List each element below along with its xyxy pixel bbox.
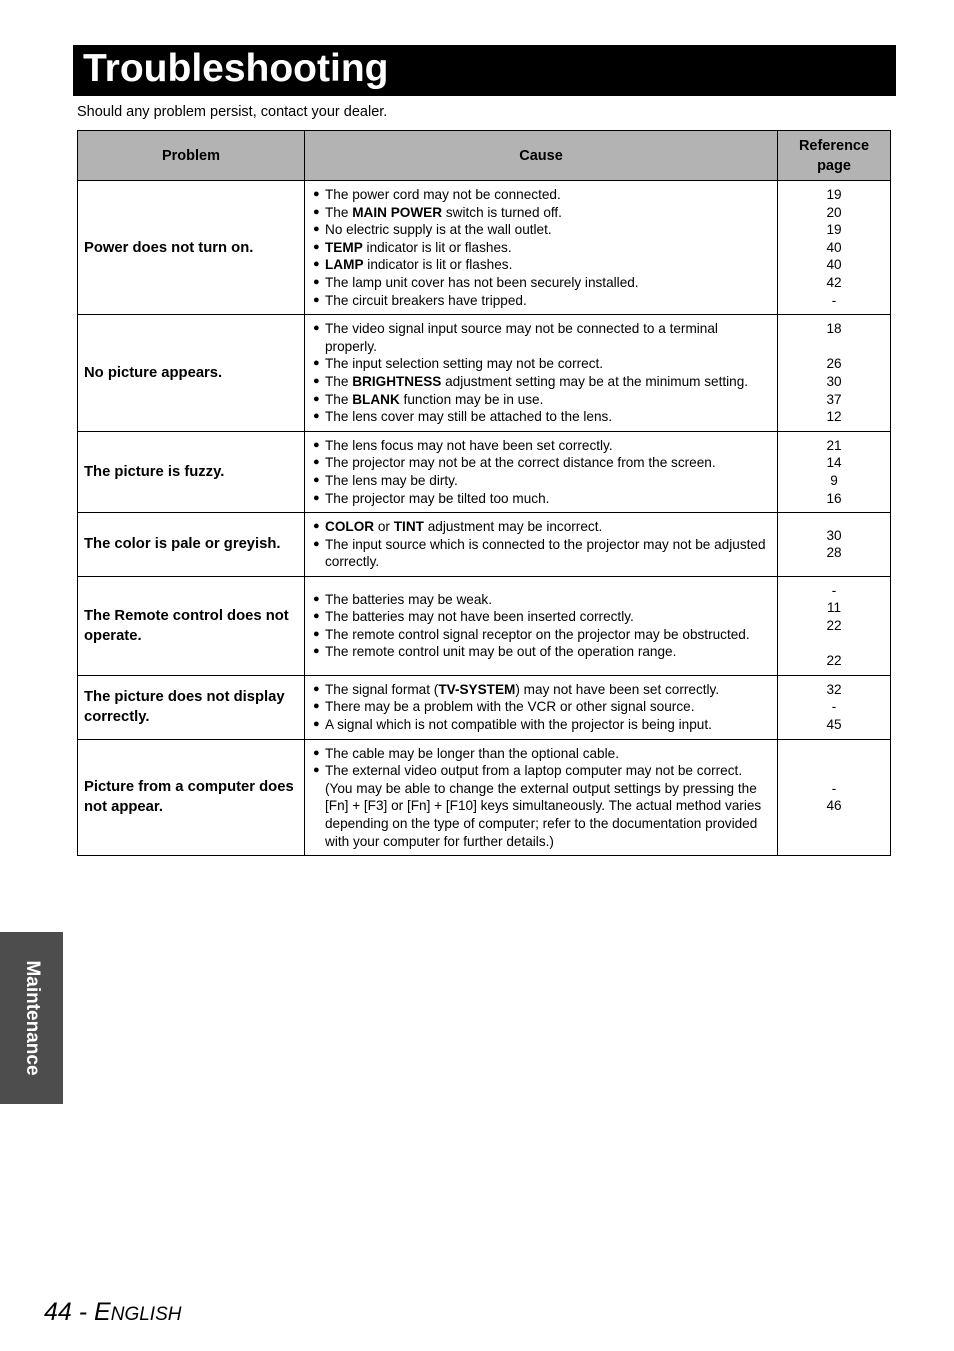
cause-item: ● The BRIGHTNESS adjustment setting may be at the minimum setting.	[313, 373, 773, 391]
cause-item: ● The batteries may not have been inserted correctly.	[313, 608, 773, 626]
reference-cell	[778, 315, 891, 432]
cause-cell	[305, 315, 778, 432]
section-side-tab	[0, 932, 63, 1104]
setting-name: TINT	[393, 519, 424, 535]
cause-item: ● The input source which is connected to the projector may not be adjusted correctly.	[313, 536, 773, 571]
reference-page-number: 26	[826, 356, 842, 372]
cause-item: ● The projector may be tilted too much.	[313, 490, 773, 508]
cause-item: ● The signal format (TV-SYSTEM) may not have been set correctly.	[313, 681, 773, 699]
problem-cell: Power does not turn on.	[78, 181, 305, 315]
cause-item: ● The remote control unit may be out of the operation range.	[313, 643, 773, 661]
problem-cell: The color is pale or greyish.	[78, 513, 305, 577]
cause-cell	[305, 513, 778, 577]
reference-page-number: -	[831, 582, 837, 598]
table-body	[78, 181, 891, 856]
reference-page-number: -	[831, 780, 837, 796]
cause-item: ● The batteries may be weak.	[313, 591, 773, 609]
header-reference-page	[778, 131, 891, 181]
reference-cell	[778, 431, 891, 512]
cause-item: ● The remote control signal receptor on the projector may be obstructed.	[313, 626, 773, 644]
reference-page-number: 42	[826, 274, 842, 290]
reference-cell	[778, 739, 891, 856]
table-row	[78, 576, 891, 675]
cause-cell	[305, 181, 778, 315]
reference-page-number: 18	[826, 321, 842, 337]
reference-cell	[778, 576, 891, 675]
problem-cell: The picture does not display correctly.	[78, 675, 305, 739]
cause-cell	[305, 675, 778, 739]
reference-page-number	[778, 338, 890, 356]
footer-language: ENGLISH	[94, 1298, 182, 1326]
setting-name: COLOR	[325, 519, 375, 535]
troubleshooting-table	[77, 130, 891, 856]
cause-item: ● A signal which is not compatible with the projector is being input.	[313, 716, 773, 734]
side-tab-label: Maintenance	[21, 960, 43, 1076]
reference-page-number: 20	[826, 204, 842, 220]
cause-item: ● The cable may be longer than the optional cable.	[313, 745, 773, 763]
cause-item: ● The MAIN POWER switch is turned off.	[313, 204, 773, 222]
reference-page-number: 40	[826, 239, 842, 255]
page-footer	[44, 1298, 181, 1327]
setting-name: LAMP	[325, 257, 364, 273]
cause-item: ● The lamp unit cover has not been securely installed.	[313, 274, 773, 292]
reference-page-number: 28	[826, 545, 842, 561]
table-row	[78, 431, 891, 512]
cause-item: ● The lens focus may not have been set correctly.	[313, 437, 773, 455]
reference-cell	[778, 675, 891, 739]
reference-page-number: 11	[826, 600, 842, 616]
setting-name: MAIN POWER	[352, 204, 443, 220]
setting-name: TEMP	[325, 239, 363, 255]
cause-item: ● The input selection setting may not be correct.	[313, 355, 773, 373]
cause-cell	[305, 576, 778, 675]
cause-list	[313, 186, 773, 309]
cause-cell	[305, 431, 778, 512]
reference-page-number: 45	[826, 717, 842, 733]
cause-list	[313, 745, 773, 851]
reference-cell	[778, 513, 891, 577]
header-reference-label: Reference page	[798, 137, 870, 174]
reference-page-number: 22	[826, 653, 842, 669]
table-row	[78, 181, 891, 315]
reference-page-number: 16	[826, 490, 842, 506]
reference-page-number: 21	[826, 437, 842, 453]
page-title-bar	[73, 45, 896, 96]
setting-name: BLANK	[352, 391, 400, 407]
reference-page-number: 9	[830, 472, 838, 488]
header-cause: Cause	[305, 131, 778, 181]
reference-page-number: 37	[826, 391, 842, 407]
table-row	[78, 315, 891, 432]
problem-cell: The picture is fuzzy.	[78, 431, 305, 512]
cause-item: ● The projector may not be at the correct distance from the screen.	[313, 454, 773, 472]
cause-item: ● The BLANK function may be in use.	[313, 391, 773, 409]
cause-list	[313, 320, 773, 426]
reference-page-number: 30	[826, 527, 842, 543]
problem-cell: The Remote control does not operate.	[78, 576, 305, 675]
reference-page-number: 30	[826, 373, 842, 389]
table-row	[78, 513, 891, 577]
table-row	[78, 739, 891, 856]
setting-name: TV-SYSTEM	[438, 681, 516, 697]
reference-page-number: 19	[826, 187, 842, 202]
cause-item: ● The video signal input source may not be connected to a terminal properly.	[313, 320, 773, 355]
cause-item: ● LAMP indicator is lit or flashes.	[313, 256, 773, 274]
problem-cell: Picture from a computer does not appear.	[78, 739, 305, 856]
cause-item: ● COLOR or TINT adjustment may be incorrect.	[313, 518, 773, 536]
cause-item: ● The circuit breakers have tripped.	[313, 292, 773, 310]
page-number: 44 -	[44, 1298, 95, 1326]
cause-item: ● The lens cover may still be attached to the lens.	[313, 408, 773, 426]
cause-list	[313, 518, 773, 571]
cause-list	[313, 591, 773, 661]
reference-page-number: -	[831, 699, 837, 715]
cause-item: ● The power cord may not be connected.	[313, 186, 773, 204]
reference-page-number: 22	[826, 618, 842, 634]
reference-page-number: 46	[826, 798, 842, 814]
reference-page-number: 32	[826, 681, 842, 697]
reference-page-number: 12	[826, 409, 842, 425]
cause-item: ● The lens may be dirty.	[313, 472, 773, 490]
table-row	[78, 675, 891, 739]
page-title: Troubleshooting	[83, 47, 389, 90]
cause-cell	[305, 739, 778, 856]
reference-page-number	[778, 635, 890, 653]
reference-page-number: 14	[826, 455, 842, 471]
cause-item: ● The external video output from a laptop computer may not be correct. (You may be able to change the external output settings by pressing the [Fn] + [F3] or [Fn] + [F10] keys simultaneously. The actual method varies depending on the type of computer; refer to the documentation provided with your computer for further details.)	[313, 762, 773, 850]
cause-item: ● There may be a problem with the VCR or other signal source.	[313, 698, 773, 716]
cause-list	[313, 681, 773, 734]
reference-page-number: -	[831, 292, 837, 308]
reference-cell	[778, 181, 891, 315]
problem-cell: No picture appears.	[78, 315, 305, 432]
intro-text: Should any problem persist, contact your dealer.	[77, 104, 388, 120]
reference-page-number: 19	[826, 222, 842, 238]
cause-item: ● No electric supply is at the wall outlet.	[313, 221, 773, 239]
cause-list	[313, 437, 773, 507]
reference-page-number: 40	[826, 257, 842, 273]
setting-name: BRIGHTNESS	[352, 373, 442, 389]
table-header-row	[78, 131, 891, 181]
header-problem: Problem	[78, 131, 305, 181]
cause-item: ● TEMP indicator is lit or flashes.	[313, 239, 773, 257]
